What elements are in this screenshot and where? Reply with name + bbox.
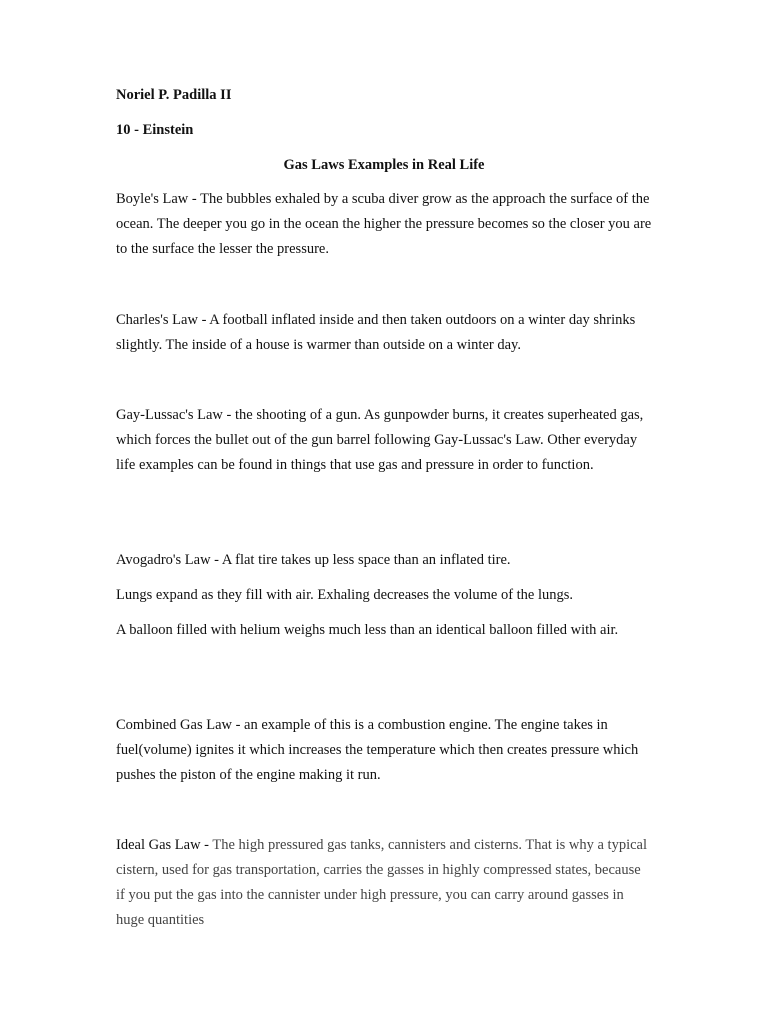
paragraph-avogadro-lungs: Lungs expand as they fill with air. Exhaling decreases the volume of the lungs.: [116, 587, 574, 603]
paragraph-boyles-law: Boyle's Law - The bubbles exhaled by a scuba diver grow as the approach the surface of the ocean. The deeper you go in the ocean the higher the pressure becomes so the closer you are to the surface the lesser the pressure.: [116, 191, 652, 257]
paragraph-avogadro-law: Avogadro's Law - A flat tire takes up less space than an inflated tire.: [116, 552, 511, 568]
paragraph-combined-gas-law: Combined Gas Law - an example of this is a combustion engine. The engine takes in fuel(volume) ignites it which increases the temperature which then creates pressure which pushes the piston of the engine making it run.: [116, 717, 639, 783]
paragraph-ideal-gas-law: [116, 833, 652, 933]
document-title: Gas Laws Examples in Real Life: [283, 157, 485, 173]
ideal-gas-law-label: Ideal Gas Law -: [116, 837, 213, 853]
paragraph-avogadro-balloon: A balloon filled with helium weighs much less than an identical balloon filled with air.: [116, 622, 619, 638]
paragraph-charles-law: Charles's Law - A football inflated inside and then taken outdoors on a winter day shrinks slightly. The inside of a house is warmer than outside on a winter day.: [116, 312, 636, 353]
ideal-gas-law-body: The high pressured gas tanks, cannisters and cisterns. That is why a typical cistern, used for gas transportation, carries the gasses in highly compressed states, because if you put the gas into the cannister under high pressure, you can carry around gasses in huge quantities: [116, 837, 647, 928]
class-section: 10 - Einstein: [116, 122, 194, 138]
paragraph-gay-lussac-law: Gay-Lussac's Law - the shooting of a gun. As gunpowder burns, it creates superheated gas, which forces the bullet out of the gun barrel following Gay-Lussac's Law. Other everyday life examples can be found in things that use gas and pressure in order to function.: [116, 407, 644, 473]
author-name: Noriel P. Padilla II: [116, 87, 232, 103]
